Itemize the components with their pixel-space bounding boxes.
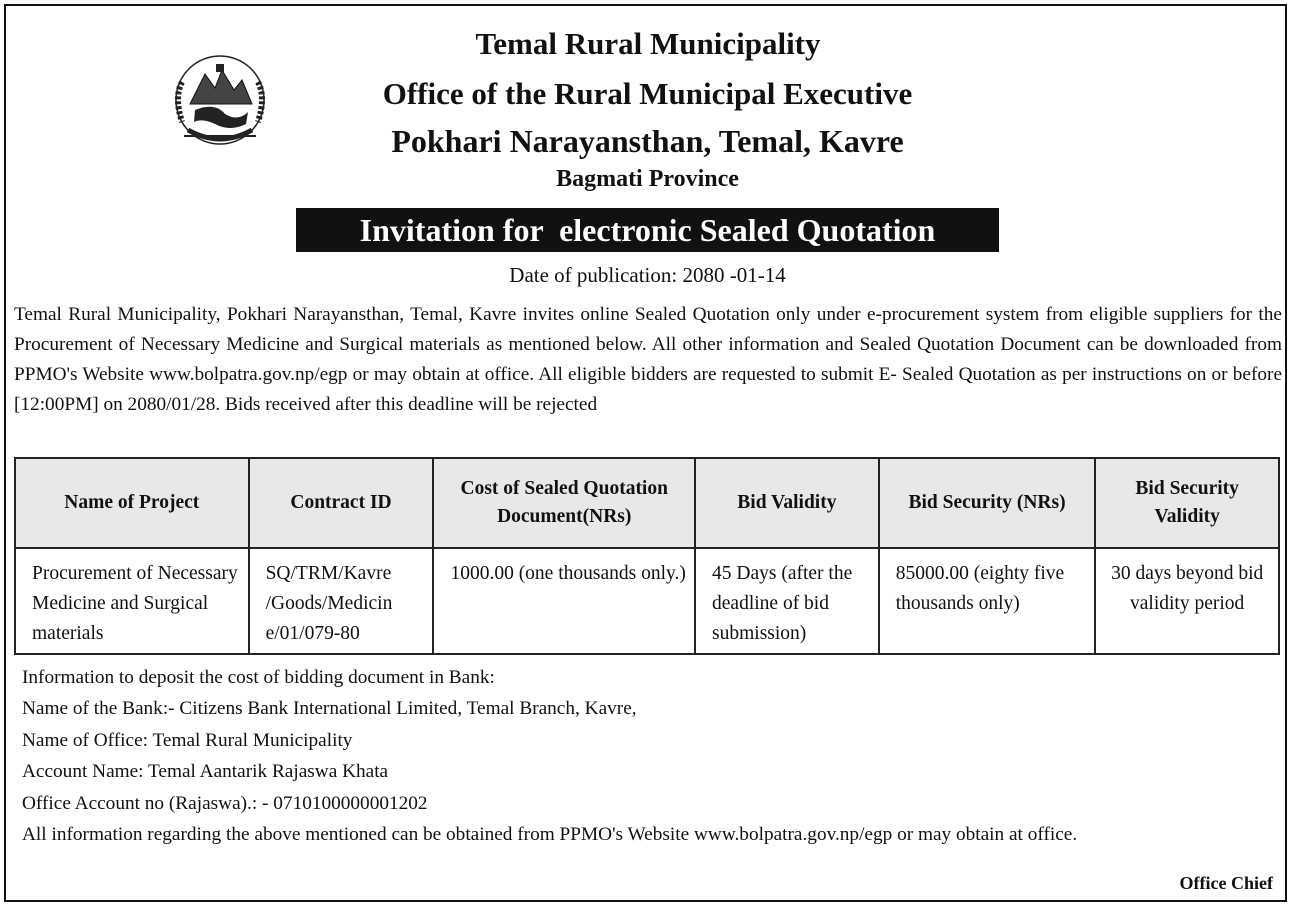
municipality-title: Temal Rural Municipality	[475, 26, 821, 61]
account-name: Account Name: Temal Aantarik Rajaswa Khata	[22, 761, 389, 783]
bid-table	[14, 457, 1280, 655]
bank-info-heading: Information to deposit the cost of bidding document in Bank:	[22, 667, 495, 688]
cell-project: Procurement of Necessary Medicine and Surgical materials	[15, 548, 249, 654]
cell-cost: 1000.00 (one thousands only.)	[433, 548, 695, 654]
notice-banner: Invitation for electronic Sealed Quotation	[296, 208, 999, 252]
office-name: Name of Office: Temal Rural Municipality	[22, 729, 353, 751]
address-title: Pokhari Narayansthan, Temal, Kavre	[391, 123, 904, 159]
header-security-validity: Bid Security Validity	[1095, 458, 1279, 548]
header-bid-validity: Bid Validity	[695, 458, 879, 548]
province-title: Bagmati Province	[556, 166, 739, 192]
header-bid-security: Bid Security (NRs)	[879, 458, 1096, 548]
bank-name: Name of the Bank:- Citizens Bank International Limited, Temal Branch, Kavre,	[22, 698, 637, 720]
table-header-row	[15, 458, 1279, 548]
header-contract-id: Contract ID	[249, 458, 434, 548]
intro-paragraph: Temal Rural Municipality, Pokhari Narayansthan, Temal, Kavre invites online Sealed Quotation only under e-procurement system from eligible suppliers for the Procurement of Necessary Medicine and Surgical materials as mentioned below. All other information and Sealed Quotation Document can be downloaded from PPMO's Website www.bolpatra.gov.np/egp or may obtain at office. All eligible bidders are requested to submit E- Sealed Quotation as per instructions on or before [12:00PM] on 2080/01/28. Bids received after this deadline will be rejected	[14, 304, 1282, 415]
publication-date: Date of publication: 2080 -01-14	[509, 263, 786, 287]
cell-bid-validity: 45 Days (after the deadline of bid submission)	[695, 548, 879, 654]
cell-contract-id: SQ/TRM/Kavre /Goods/Medicin e/01/079-80	[249, 548, 434, 654]
bank-info	[22, 662, 1077, 850]
cell-bid-security: 85000.00 (eighty five thousands only)	[879, 548, 1096, 654]
table-row	[15, 548, 1279, 654]
office-title: Office of the Rural Municipal Executive	[382, 76, 913, 111]
more-info: All information regarding the above mentioned can be obtained from PPMO's Website www.bolpatra.gov.np/egp or may obtain at office.	[22, 824, 1078, 846]
header-project: Name of Project	[15, 458, 249, 548]
account-number: Office Account no (Rajaswa).: - 0710100000001202	[22, 792, 428, 814]
signature: Office Chief	[1179, 873, 1273, 893]
cell-security-validity: 30 days beyond bid validity period	[1095, 548, 1279, 654]
header-cost: Cost of Sealed Quotation Document(NRs)	[433, 458, 695, 548]
